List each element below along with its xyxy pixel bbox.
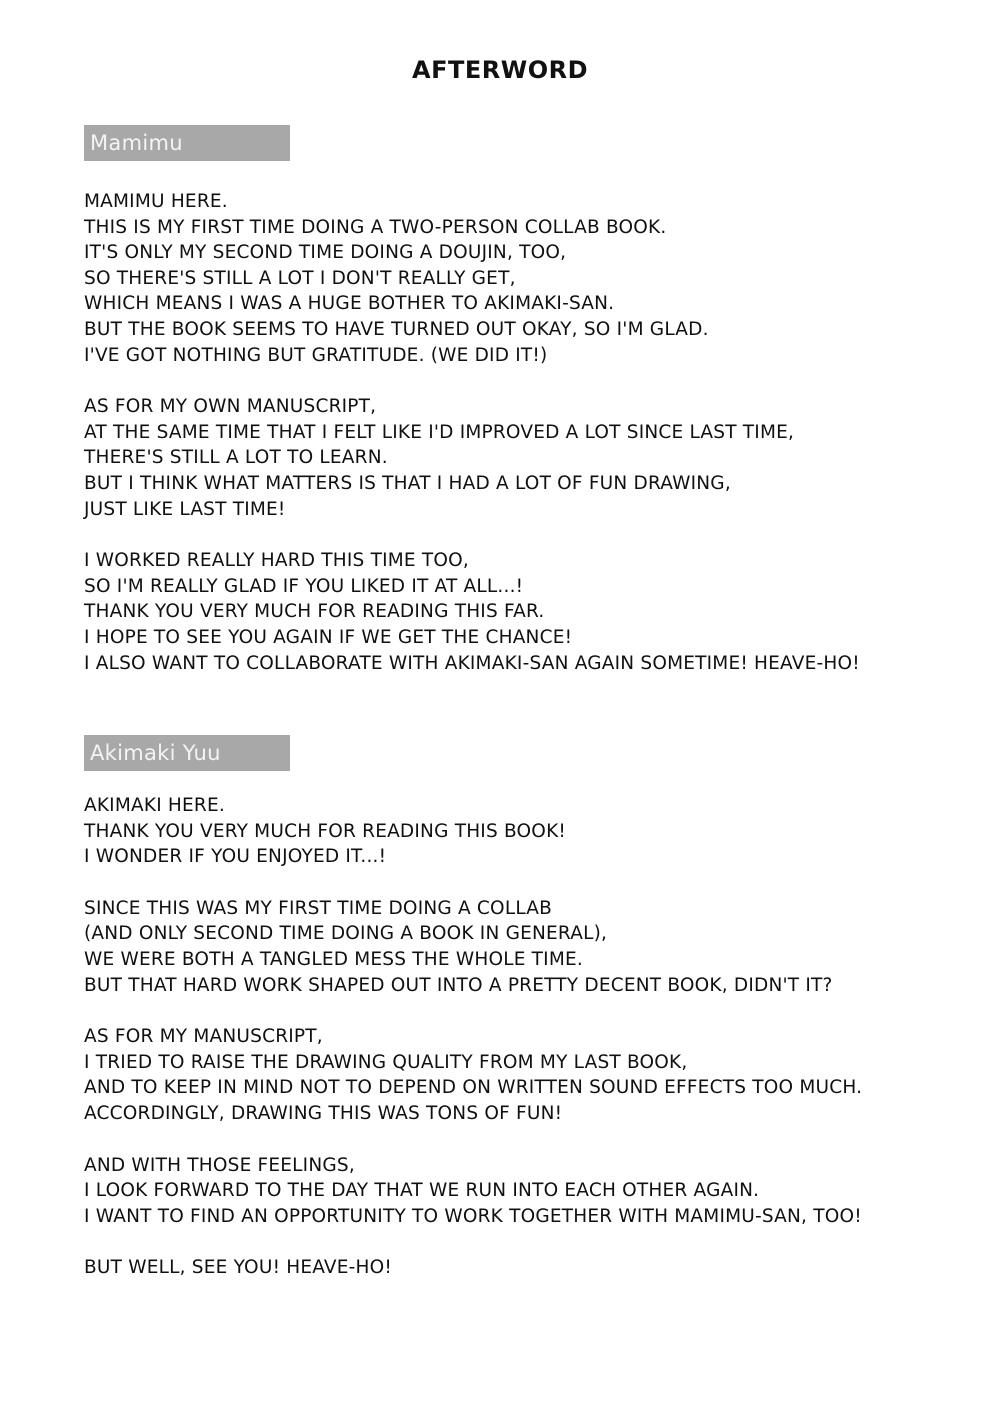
afterword-section-mamimu (84, 189, 964, 702)
text-line: I LOOK FORWARD TO THE DAY THAT WE RUN INTO EACH OTHER AGAIN. (84, 1180, 760, 1202)
text-line: THIS IS MY FIRST TIME DOING A TWO-PERSON COLLAB BOOK. (84, 216, 667, 238)
paragraph (84, 1255, 964, 1281)
author-tag-akimaki-yuu: Akimaki Yuu (84, 735, 290, 771)
text-line: ACCORDINGLY, DRAWING THIS WAS TONS OF FUN! (84, 1102, 563, 1124)
paragraph (84, 1024, 964, 1126)
page-title: AFTERWORD (412, 56, 588, 84)
text-line: BUT THE BOOK SEEMS TO HAVE TURNED OUT OKAY, SO I'M GLAD. (84, 318, 709, 340)
text-line: THANK YOU VERY MUCH FOR READING THIS FAR. (84, 601, 545, 623)
paragraph (84, 394, 964, 522)
paragraph (84, 793, 964, 870)
author-tag-mamimu: Mamimu (84, 125, 290, 161)
text-line: BUT WELL, SEE YOU! HEAVE-HO! (84, 1257, 393, 1279)
text-line: BUT I THINK WHAT MATTERS IS THAT I HAD A LOT OF FUN DRAWING, (84, 472, 731, 494)
text-line: SO THERE'S STILL A LOT I DON'T REALLY GET, (84, 267, 516, 289)
text-line: MAMIMU HERE. (84, 191, 228, 212)
text-line: I HOPE TO SEE YOU AGAIN IF WE GET THE CHANCE! (84, 626, 573, 648)
text-line: SO I'M REALLY GLAD IF YOU LIKED IT AT ALL...! (84, 575, 524, 597)
text-line: AT THE SAME TIME THAT I FELT LIKE I'D IMPROVED A LOT SINCE LAST TIME, (84, 421, 795, 443)
text-line: AS FOR MY MANUSCRIPT, (84, 1026, 323, 1048)
text-line: JUST LIKE LAST TIME! (84, 498, 286, 520)
text-line: AND WITH THOSE FEELINGS, (84, 1154, 355, 1176)
text-line: THANK YOU VERY MUCH FOR READING THIS BOOK! (84, 820, 567, 842)
paragraph (84, 896, 964, 998)
text-line: BUT THAT HARD WORK SHAPED OUT INTO A PRETTY DECENT BOOK, DIDN'T IT? (84, 974, 833, 996)
text-line: IT'S ONLY MY SECOND TIME DOING A DOUJIN, TOO, (84, 242, 567, 264)
paragraph (84, 1153, 964, 1230)
text-line: THERE'S STILL A LOT TO LEARN. (84, 447, 388, 469)
text-line: SINCE THIS WAS MY FIRST TIME DOING A COLLAB (84, 897, 553, 919)
text-line: I'VE GOT NOTHING BUT GRATITUDE. (WE DID IT!) (84, 344, 548, 366)
text-line: I ALSO WANT TO COLLABORATE WITH AKIMAKI-SAN AGAIN SOMETIME! HEAVE-HO! (84, 652, 860, 674)
text-line: AKIMAKI HERE. (84, 795, 225, 816)
afterword-section-akimaki (84, 793, 964, 1307)
text-line: WHICH MEANS I WAS A HUGE BOTHER TO AKIMAKI-SAN. (84, 293, 615, 315)
text-line: WE WERE BOTH A TANGLED MESS THE WHOLE TIME. (84, 948, 583, 970)
text-line: (AND ONLY SECOND TIME DOING A BOOK IN GENERAL), (84, 923, 608, 945)
text-line: AND TO KEEP IN MIND NOT TO DEPEND ON WRITTEN SOUND EFFECTS TOO MUCH. (84, 1077, 863, 1099)
text-line: I WONDER IF YOU ENJOYED IT...! (84, 846, 387, 868)
paragraph (84, 548, 964, 676)
text-line: I TRIED TO RAISE THE DRAWING QUALITY FROM MY LAST BOOK, (84, 1051, 688, 1073)
text-line: I WORKED REALLY HARD THIS TIME TOO, (84, 550, 469, 572)
text-line: AS FOR MY OWN MANUSCRIPT, (84, 396, 377, 418)
paragraph (84, 189, 964, 368)
text-line: I WANT TO FIND AN OPPORTUNITY TO WORK TOGETHER WITH MAMIMU-SAN, TOO! (84, 1205, 862, 1227)
